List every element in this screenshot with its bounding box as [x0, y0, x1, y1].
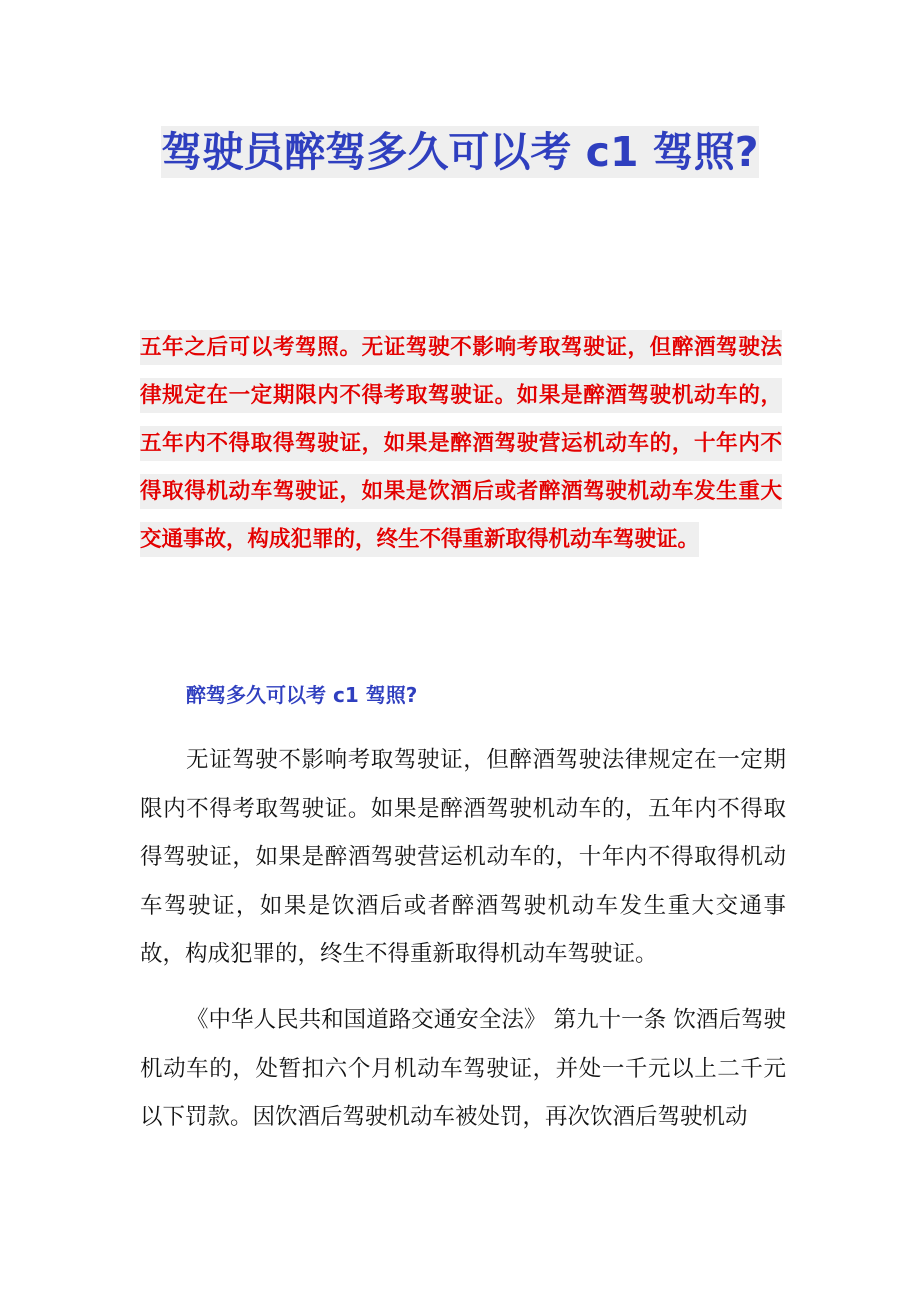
- document-title: [140, 118, 780, 186]
- summary-paragraph: [140, 324, 782, 564]
- body-paragraph-1: 无证驾驶不影响考取驾驶证，但醉酒驾驶法律规定在一定期限内不得考取驾驶证。如果是醉酒驾驶机动车的，五年内不得取得驾驶证，如果是醉酒驾驶营运机动车的，十年内不得取得机动车驾驶证，如果是饮酒后或者醉酒驾驶机动车发生重大交通事故，构成犯罪的，终生不得重新取得机动车驾驶证。: [140, 747, 786, 967]
- body-paragraph-2: 《中华人民共和国道路交通安全法》 第九十一条 饮酒后驾驶机动车的，处暂扣六个月机动车驾驶证，并处一千元以上二千元以下罚款。因饮酒后驾驶机动车被处罚，再次饮酒后驾驶机动: [140, 1007, 786, 1130]
- section-heading: 醉驾多久可以考 c1 驾照?: [186, 683, 418, 707]
- summary-text: 五年之后可以考驾照。无证驾驶不影响考取驾驶证，但醉酒驾驶法律规定在一定期限内不得考取驾驶证。如果是醉酒驾驶机动车的，五年内不得取得驾驶证，如果是醉酒驾驶营运机动车的，十年内不得取得机动车驾驶证，如果是饮酒后或者醉酒驾驶机动车发生重大交通事故，构成犯罪的，终生不得重新取得机动车驾驶证。: [140, 330, 782, 557]
- document-title-text: 驾驶员醉驾多久可以考 c1 驾照?: [161, 128, 759, 176]
